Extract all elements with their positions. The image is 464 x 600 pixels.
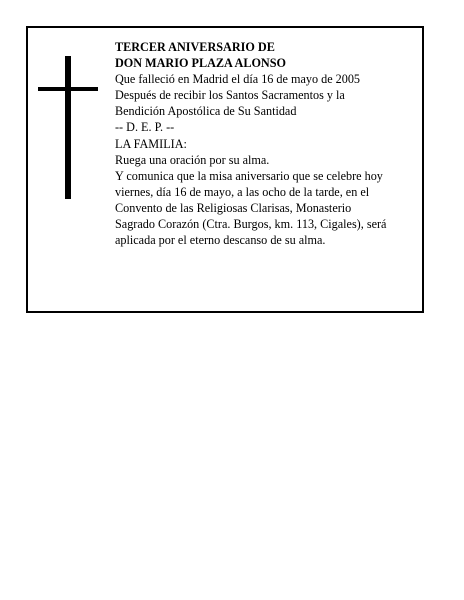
mass-line-2: viernes, día 16 de mayo, a las ocho de la tarde, en el xyxy=(115,184,370,199)
title-line-2: DON MARIO PLAZA ALONSO xyxy=(115,56,286,71)
cross-icon xyxy=(38,56,98,201)
mass-line-1: Y comunica que la misa aniversario que se celebre hoy xyxy=(115,168,383,183)
mass-line-3: Convento de las Religiosas Clarisas, Monasterio xyxy=(115,200,352,215)
sacraments-line-2: Bendición Apostólica de Su Santidad xyxy=(115,104,297,119)
cross-vertical-bar xyxy=(65,56,71,199)
prayer-line: Ruega una oración por su alma. xyxy=(115,152,270,167)
cross-horizontal-bar xyxy=(38,87,98,91)
mass-line-4: Sagrado Corazón (Ctra. Burgos, km. 113, Cigales), será xyxy=(115,217,387,232)
death-line: Que falleció en Madrid el día 16 de mayo de 2005 xyxy=(115,72,361,87)
notice-text xyxy=(115,39,421,248)
mass-line-5: aplicada por el eterno descanso de su alma. xyxy=(115,233,326,248)
rip-line: -- D. E. P. -- xyxy=(115,120,175,135)
title-line-1: TERCER ANIVERSARIO DE xyxy=(115,40,275,54)
sacraments-line-1: Después de recibir los Santos Sacramentos y la xyxy=(115,88,345,103)
family-line: LA FAMILIA: xyxy=(115,136,187,151)
obituary-notice xyxy=(26,26,424,313)
